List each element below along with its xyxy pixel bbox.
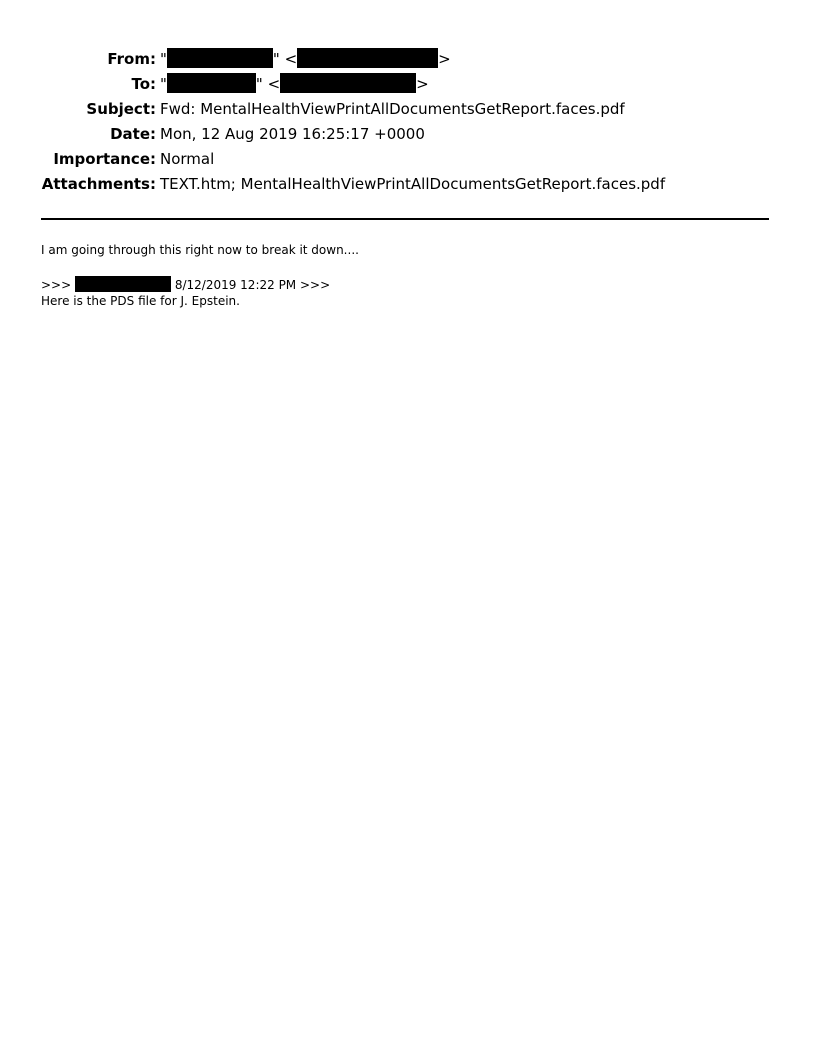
- to-quote-close: ": [255, 75, 263, 93]
- from-angle-close: >: [438, 50, 451, 68]
- body-line-2: Here is the PDS file for J. Epstein.: [41, 294, 240, 308]
- body-line-1: I am going through this right now to break it down....: [41, 243, 359, 257]
- attachments-row: [0, 172, 816, 197]
- from-value: [160, 47, 451, 72]
- to-angle-close: >: [416, 75, 429, 93]
- from-angle-open: <: [284, 50, 298, 68]
- redacted-recipient-email: [280, 73, 416, 93]
- importance-row: [0, 147, 816, 172]
- redacted-sender-email: [297, 48, 438, 68]
- redacted-recipient-name: [167, 73, 256, 93]
- from-label: From:: [107, 50, 156, 68]
- to-row: [0, 72, 816, 97]
- date-value: Mon, 12 Aug 2019 16:25:17 +0000: [160, 125, 425, 143]
- quote-header-line: [41, 276, 330, 294]
- subject-label: Subject:: [86, 100, 156, 118]
- to-label: To:: [131, 75, 156, 93]
- to-value: [160, 72, 429, 97]
- attachments-value: TEXT.htm; MentalHealthViewPrintAllDocumentsGetReport.faces.pdf: [160, 175, 666, 193]
- from-quote-close: ": [272, 50, 280, 68]
- from-quote-open: ": [160, 50, 167, 68]
- subject-value: Fwd: MentalHealthViewPrintAllDocumentsGetReport.faces.pdf: [160, 100, 625, 118]
- redacted-original-sender: [75, 276, 171, 292]
- header-divider: [41, 218, 769, 220]
- email-header: [0, 47, 816, 197]
- quote-timestamp: 8/12/2019 12:22 PM >>>: [174, 278, 331, 292]
- importance-label: Importance:: [53, 150, 156, 168]
- to-quote-open: ": [160, 75, 167, 93]
- subject-row: [0, 97, 816, 122]
- from-row: [0, 47, 816, 72]
- importance-value: Normal: [160, 150, 215, 168]
- date-label: Date:: [110, 125, 156, 143]
- to-angle-open: <: [267, 75, 281, 93]
- quote-prefix: >>>: [41, 278, 72, 292]
- date-row: [0, 122, 816, 147]
- redacted-sender-name: [167, 48, 273, 68]
- attachments-label: Attachments:: [41, 175, 156, 193]
